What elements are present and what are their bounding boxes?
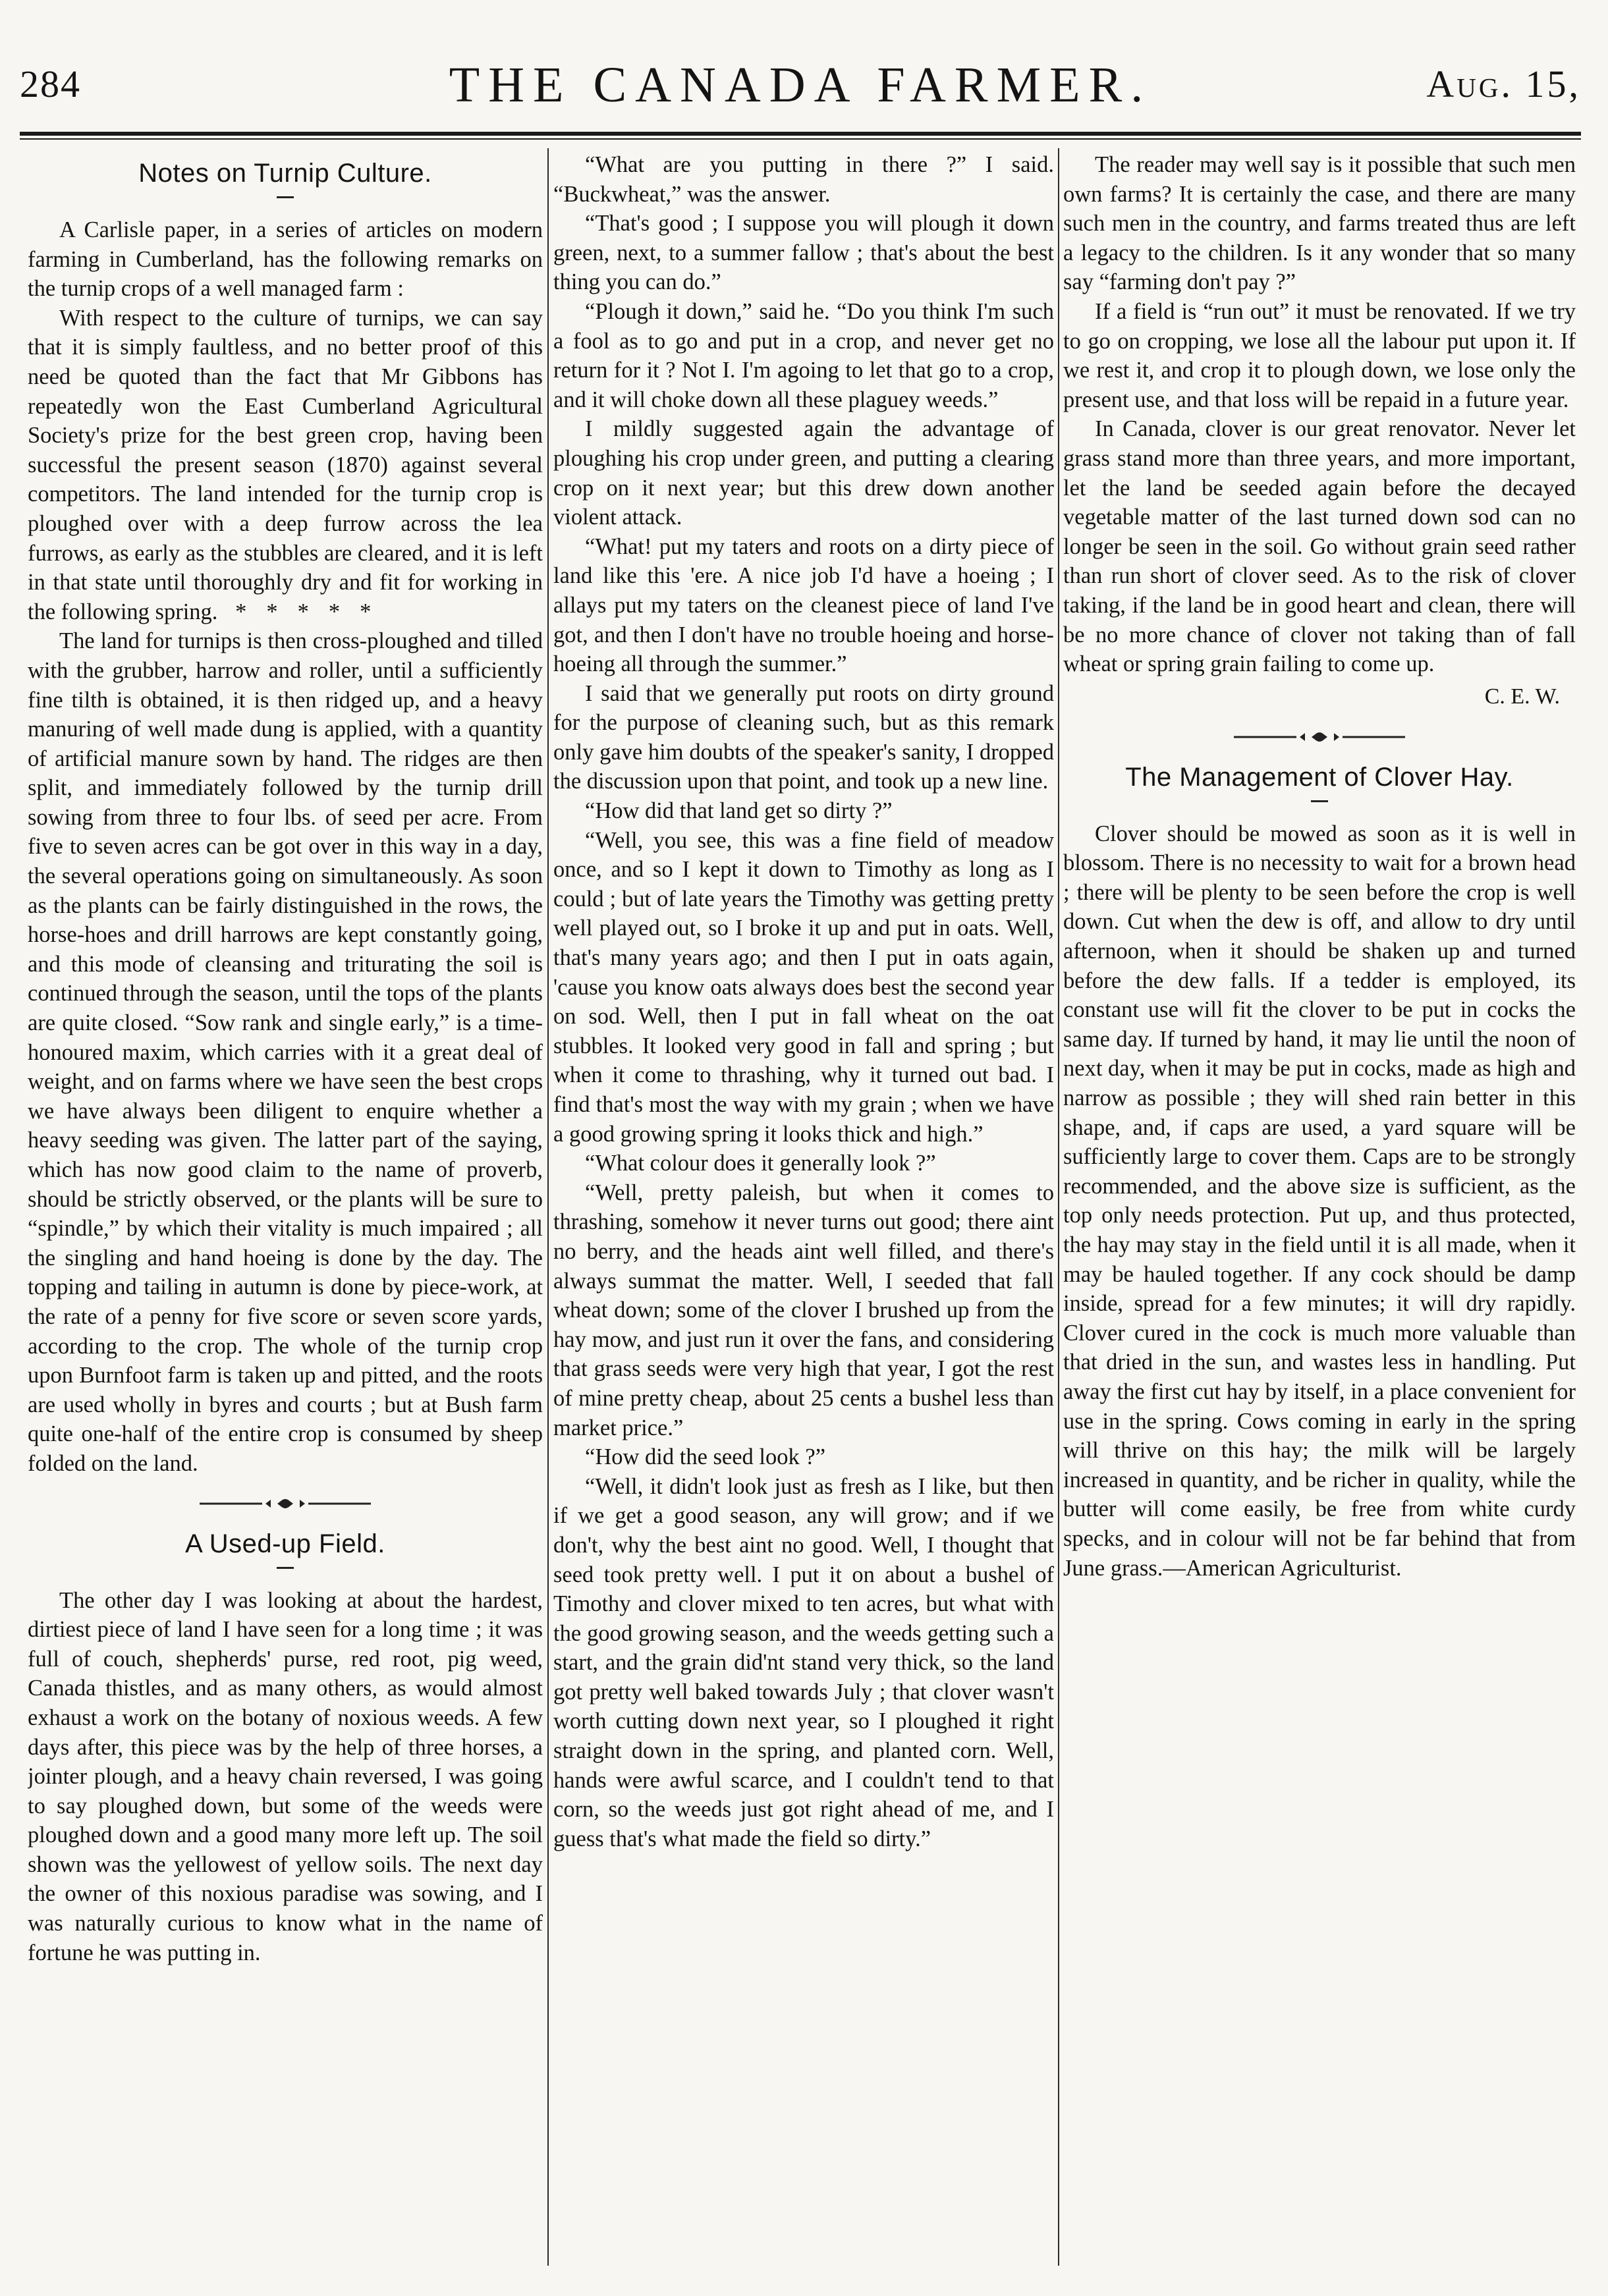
- article-paragraph: “Well, you see, this was a fine field of meadow once, and so I kept it down to Timothy as long as I could ; but of late years the Timothy was getting pretty well played out, so I broke it up and put in oats. Well, that's many years ago; and then I put in oats again, 'cause you know oats always does best the second year on sod. Well, then I put in fall wheat on the oat stubbles. It looked very good in fall and spring ; but when it come to thrashing, why it turned out bad. I find that's most the way with my grain ; when we have a good growing spring it looks thick and high.”: [553, 827, 1054, 1147]
- section-divider-ornament: [1234, 729, 1405, 745]
- article-paragraph: In Canada, clover is our great renovator. Never let grass stand more than three years, and more important, let the land be seeded again before the decayed vegetable matter of the last turned down sod can no longer be seen in the soil. Go without grain seed rather than run short of clover seed. As to the risk of clover taking, if the land be in good heart and clean, there will be no more chance of clover not taking than of fall wheat or spring grain failing to come up.: [1063, 416, 1576, 677]
- article-paragraph: The other day I was looking at about the hardest, dirtiest piece of land I have seen for a long time ; it was full of couch, shepherds' purse, red root, pig weed, Canada thistles, and as many others, as would almost exhaust a work on the botany of noxious weeds. A few days after, this piece was by the help of three horses, a jointer plough, and a heavy chain reversed, I was going to say ploughed down, but some of the weeds were ploughed down and a good many more left up. The soil shown was the yellowest of yellow soils. The next day the owner of this noxious paradise was sowing, and I was naturally curious to know what in the name of fortune he was putting in.: [28, 1587, 543, 1965]
- article-paragraph: “What colour does it generally look ?”: [585, 1151, 936, 1176]
- article-paragraph: I mildly suggested again the advantage of ploughing his crop under green, and putting a clearing crop on it next year; but this drew down another violent attack.: [553, 416, 1054, 530]
- article-paragraph: “What are you putting in there ?” I said. “Buckwheat,” was the answer.: [553, 152, 1054, 207]
- article-paragraph: “That's good ; I suppose you will plough it down green, next, to a summer fallow ; that's about the best thing you can do.”: [553, 211, 1054, 295]
- article-title-clover-hay: The Management of Clover Hay.: [1125, 762, 1514, 792]
- section-divider-ornament: [200, 1496, 371, 1512]
- column-1: [28, 150, 543, 2264]
- article-paragraph: “Well, pretty paleish, but when it comes to thrashing, somehow it never turns out good; there aint no berry, and the heads aint well filled, and there's always summat the matter. Well, I seeded that fall wheat down; some of the clover I brushed up from the hay mow, and just run it over the fans, and considering that grass seeds were very high that year, I got the rest of mine pretty cheap, about 25 cents a bushel less than market price.”: [553, 1180, 1054, 1440]
- column-3: [1063, 150, 1576, 2264]
- page-number: 284: [20, 63, 81, 105]
- article-paragraph: I said that we generally put roots on dirty ground for the purpose of cleaning such, but as this remark only gave him doubts of the speaker's sanity, I dropped the discussion upon that point, and took up a new line.: [553, 680, 1054, 794]
- title-dash: [277, 1567, 294, 1569]
- article-paragraph: If a field is “run out” it must be renovated. If we try to go on cropping, we lose all the labour put upon it. If we rest it, and crop it to plough down, we lose only the present use, and that loss will be repaid in a future year.: [1063, 298, 1576, 412]
- journal-title: THE CANADA FARMER.: [449, 57, 1152, 113]
- title-dash: [1311, 800, 1328, 802]
- title-dash: [277, 196, 294, 198]
- article-paragraph: Clover should be mowed as soon as it is well in blossom. There is no necessity to wait for a brown head ; there will be plenty to be seen before the crop is well down. Cut when the dew is off, and allow to dry until afternoon, when it should be shaken up and turned before the dew falls. If a tedder is employed, its constant use will fit the clover to be put in cocks the same day. If turned by hand, it may lie until the noon of next day, when it may be put in cocks, made as high and narrow as possible ; they will shed rain better in this shape, and, if caps are used, a yard square will be sufficiently large to cover them. Caps are to be strongly recommended, and the above size is sufficient, as the top only needs protection. Put up, and thus protected, the hay may stay in the field until it is all made, when it may be hauled together. If any cock should be damp inside, spread for a few minutes; it will dry rapidly. Clover cured in the cock is much more valuable than that dried in the sun, and wastes less in handling. Put away the first cut hay by itself, in a place convenient for use in the spring. Cows coming in early in the spring will thrive on this hay; the milk will be largely increased in quantity, and be richer in quality, while the butter will come easily, be free from white curdy specks, and in colour will not be far behind that from June grass.—American Agriculturist.: [1063, 821, 1576, 1581]
- column-rule: [547, 148, 549, 2266]
- article-title-turnip-culture: Notes on Turnip Culture.: [138, 159, 432, 188]
- column-2: [553, 150, 1054, 2264]
- article-paragraph: A Carlisle paper, in a series of articles on modern farming in Cumberland, has the following remarks on the turnip crops of a well managed farm :: [28, 217, 543, 302]
- article-paragraph: “How did that land get so dirty ?”: [585, 798, 893, 824]
- article-paragraph: “What! put my taters and roots on a dirty piece of land like this 'ere. A nice job I'd have a hoeing ; I allays put my taters on the cleanest piece of land I've got, and then I don't have no trouble hoeing and horse-hoeing all through the summer.”: [553, 533, 1054, 677]
- article-paragraph: “Well, it didn't look just as fresh as I like, but then if we get a good season, any will grow; and if we don't, why the best aint no good. Well, I thought that seed took pretty well. I put it on about a bushel of Timothy and clover mixed to ten acres, but what with the good growing season, and the weeds getting such a start, and the grain did'nt stand very thick, so the land got pretty well baked towards July ; that clover wasn't worth cutting down next year, so I ploughed it right straight down in the spring, and planted corn. Well, hands were awful scarce, and I couldn't tend to that corn, so the weeds just got right ahead of me, and I guess that's what made the field so dirty.”: [553, 1473, 1054, 1851]
- article-title-used-up-field: A Used-up Field.: [185, 1529, 385, 1558]
- author-signature: C. E. W.: [1484, 684, 1560, 709]
- masthead-rule: [20, 132, 1581, 136]
- article-paragraph: The reader may well say is it possible that such men own farms? It is certainly the case, and there are many such men in the country, and farms treated thus are left a legacy to the children. Is it any wonder that so many say “farming don't pay ?”: [1063, 152, 1576, 295]
- masthead-rule-thin: [20, 138, 1581, 140]
- column-rule: [1058, 148, 1059, 2266]
- article-paragraph: “Plough it down,” said he. “Do you think I'm such a fool as to go and put in a crop, and never get no return for it ? Not I. I'm agoing to let that go to a crop, and it will choke down all these plaguey weeds.”: [553, 298, 1054, 412]
- issue-date: Aug. 15,: [1426, 63, 1581, 105]
- asterisk-ornament: *****: [235, 599, 391, 624]
- article-paragraph: With respect to the culture of turnips, we can say that it is simply faultless, and no better proof of this need be quoted than the fact that Mr Gibbons has repeatedly won the East Cumberland Agricultural Society's prize for the best green crop, having been successful the present season (1870) against several competitors. The land intended for the turnip crop is ploughed over with a deep furrow across the lea furrows, as early as the stubbles are cleared, and it is left in that state until thoroughly dry and fit for working in the following spring. *****: [28, 305, 543, 624]
- article-paragraph: “How did the seed look ?”: [585, 1444, 826, 1470]
- masthead: [20, 47, 1581, 126]
- article-paragraph: The land for turnips is then cross-ploughed and tilled with the grubber, harrow and roller, until a sufficiently fine tilth is obtained, it is then ridged up, and a heavy manuring of well made dung is applied, with a quantity of artificial manure sown by hand. The ridges are then split, and immediately followed by the turnip drill sowing from three to four lbs. of seed per acre. From five to seven acres can be got over in this way in a day, the several operations going on simultaneously. As soon as the plants can be fairly distinguished in the rows, the horse-hoes and drill harrows are kept constantly going, and this mode of cleansing and triturating the soil is continued through the season, until the tops of the plants are quite closed. “Sow rank and single early,” is a time-honoured maxim, which carries with it a great deal of weight, and on farms where we have seen the best crops we have always been diligent to enquire whether a heavy seeding was given. The latter part of the saying, which has now good claim to the name of proverb, should be strictly observed, or the plants will be sure to “spindle,” by which their vitality is much impaired ; all the singling and hand hoeing is done by the day. The topping and tailing in autumn is done by piece-work, at the rate of a penny for five score or seven score yards, according to the crop. The whole of the turnip crop upon Burnfoot farm is taken up and pitted, and the roots are used wholly in byres and courts ; but at Bush farm quite one-half of the entire crop is consumed by sheep folded on the land.: [28, 628, 543, 1476]
